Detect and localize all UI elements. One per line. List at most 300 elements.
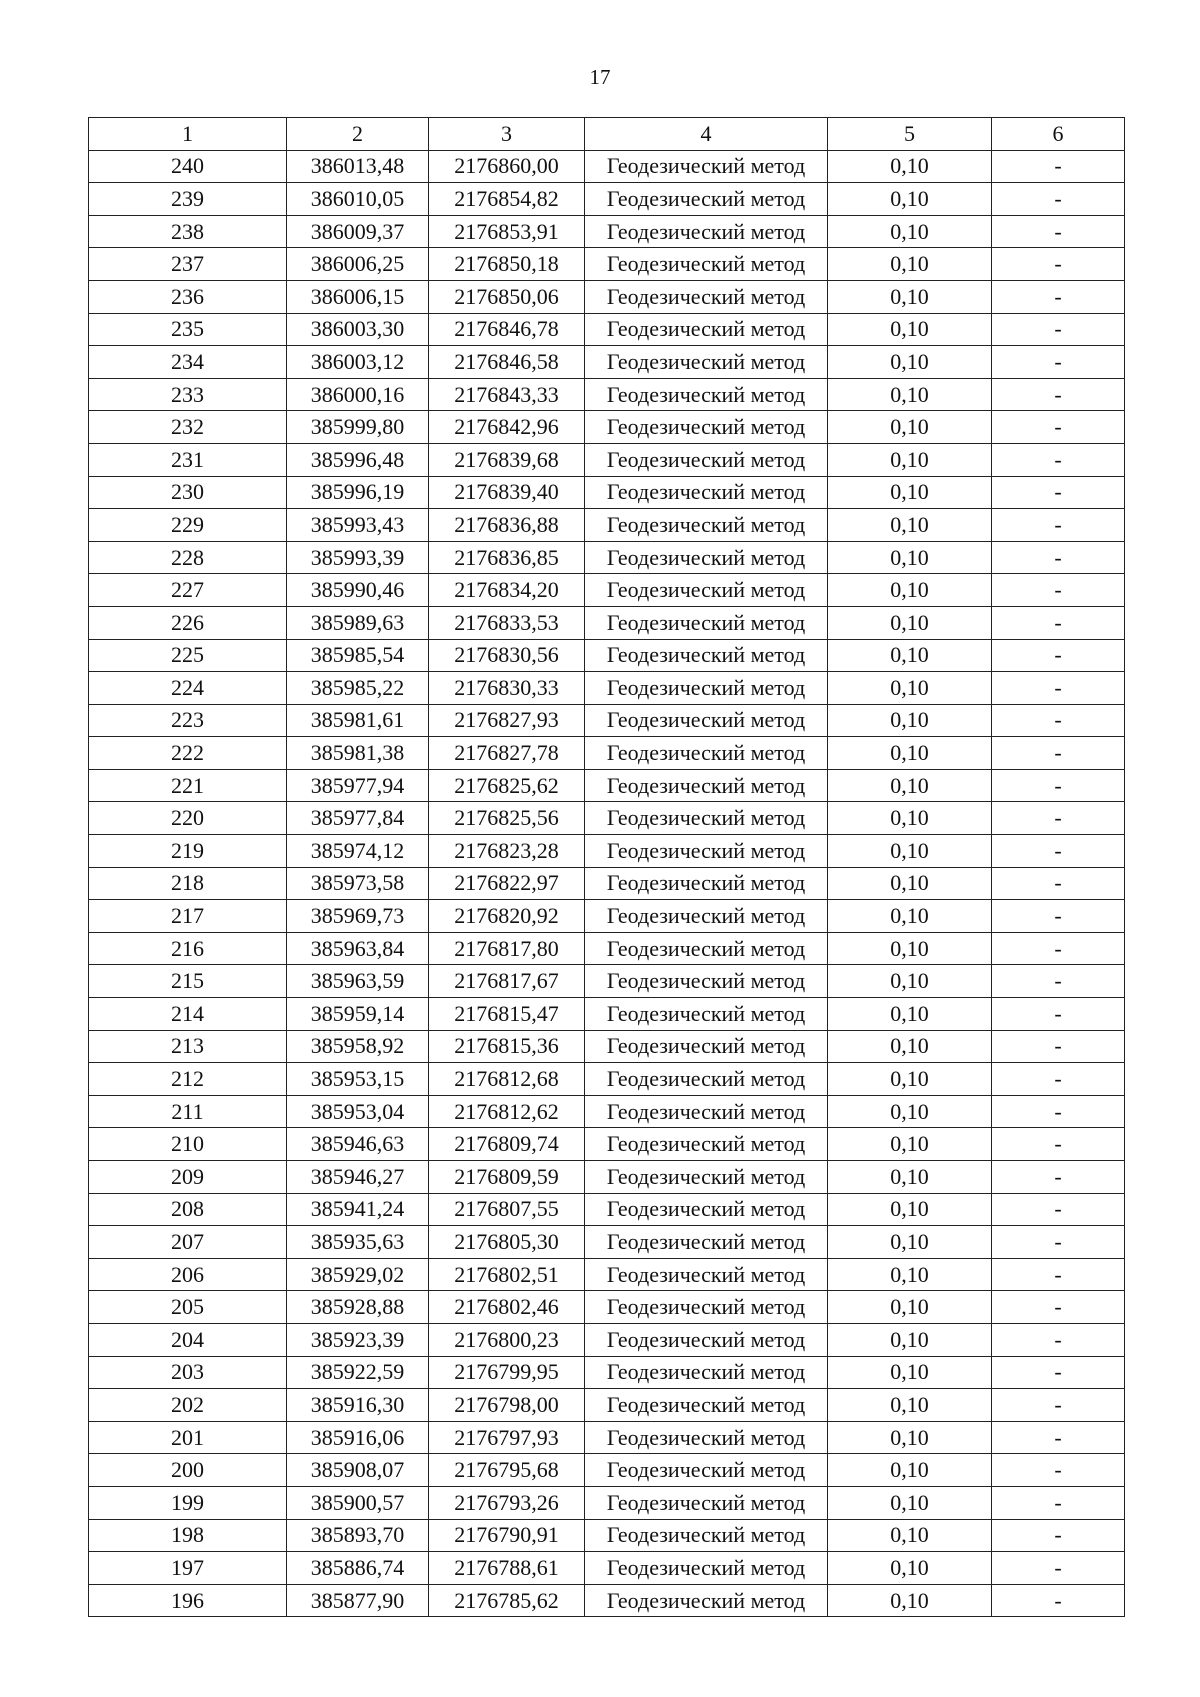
x-coordinate-cell: 386006,15 xyxy=(287,280,429,313)
page-number: 17 xyxy=(589,65,611,89)
y-coordinate-cell: 2176846,58 xyxy=(429,346,585,379)
note-cell: - xyxy=(992,1030,1125,1063)
point-number-cell: 213 xyxy=(89,1030,287,1063)
table-row xyxy=(89,1095,1125,1128)
table-row xyxy=(89,704,1125,737)
x-coordinate-cell: 386010,05 xyxy=(287,183,429,216)
note-cell: - xyxy=(992,574,1125,607)
x-coordinate-cell: 385963,84 xyxy=(287,932,429,965)
y-coordinate-cell: 2176800,23 xyxy=(429,1323,585,1356)
note-cell: - xyxy=(992,1486,1125,1519)
x-coordinate-cell: 385923,39 xyxy=(287,1323,429,1356)
note-cell: - xyxy=(992,313,1125,346)
note-cell: - xyxy=(992,1389,1125,1422)
table-row xyxy=(89,802,1125,835)
note-cell: - xyxy=(992,1193,1125,1226)
method-cell: Геодезический метод xyxy=(585,509,828,542)
table-row xyxy=(89,1519,1125,1552)
column-header-6: 6 xyxy=(992,118,1125,151)
accuracy-cell: 0,10 xyxy=(828,541,992,574)
y-coordinate-cell: 2176830,33 xyxy=(429,672,585,705)
method-cell: Геодезический метод xyxy=(585,1226,828,1259)
y-coordinate-cell: 2176830,56 xyxy=(429,639,585,672)
accuracy-cell: 0,10 xyxy=(828,1454,992,1487)
point-number-cell: 238 xyxy=(89,215,287,248)
point-number-cell: 203 xyxy=(89,1356,287,1389)
method-cell: Геодезический метод xyxy=(585,1161,828,1194)
y-coordinate-cell: 2176812,68 xyxy=(429,1063,585,1096)
y-coordinate-cell: 2176809,59 xyxy=(429,1161,585,1194)
table-row xyxy=(89,639,1125,672)
note-cell: - xyxy=(992,150,1125,183)
method-cell: Геодезический метод xyxy=(585,574,828,607)
table-row xyxy=(89,900,1125,933)
accuracy-cell: 0,10 xyxy=(828,965,992,998)
method-cell: Геодезический метод xyxy=(585,1519,828,1552)
point-number-cell: 230 xyxy=(89,476,287,509)
table-row xyxy=(89,378,1125,411)
accuracy-cell: 0,10 xyxy=(828,476,992,509)
x-coordinate-cell: 385993,43 xyxy=(287,509,429,542)
accuracy-cell: 0,10 xyxy=(828,1161,992,1194)
point-number-cell: 236 xyxy=(89,280,287,313)
point-number-cell: 211 xyxy=(89,1095,287,1128)
accuracy-cell: 0,10 xyxy=(828,1128,992,1161)
accuracy-cell: 0,10 xyxy=(828,378,992,411)
point-number-cell: 225 xyxy=(89,639,287,672)
y-coordinate-cell: 2176850,06 xyxy=(429,280,585,313)
x-coordinate-cell: 385900,57 xyxy=(287,1486,429,1519)
table-row xyxy=(89,1356,1125,1389)
accuracy-cell: 0,10 xyxy=(828,411,992,444)
y-coordinate-cell: 2176798,00 xyxy=(429,1389,585,1422)
point-number-cell: 220 xyxy=(89,802,287,835)
point-number-cell: 224 xyxy=(89,672,287,705)
point-number-cell: 212 xyxy=(89,1063,287,1096)
accuracy-cell: 0,10 xyxy=(828,1389,992,1422)
y-coordinate-cell: 2176788,61 xyxy=(429,1552,585,1585)
note-cell: - xyxy=(992,1454,1125,1487)
y-coordinate-cell: 2176820,92 xyxy=(429,900,585,933)
column-header-2: 2 xyxy=(287,118,429,151)
y-coordinate-cell: 2176823,28 xyxy=(429,835,585,868)
accuracy-cell: 0,10 xyxy=(828,1291,992,1324)
x-coordinate-cell: 385877,90 xyxy=(287,1584,429,1617)
point-number-cell: 240 xyxy=(89,150,287,183)
note-cell: - xyxy=(992,1584,1125,1617)
method-cell: Геодезический метод xyxy=(585,1128,828,1161)
y-coordinate-cell: 2176825,56 xyxy=(429,802,585,835)
y-coordinate-cell: 2176842,96 xyxy=(429,411,585,444)
x-coordinate-cell: 385916,06 xyxy=(287,1421,429,1454)
x-coordinate-cell: 386006,25 xyxy=(287,248,429,281)
note-cell: - xyxy=(992,1356,1125,1389)
x-coordinate-cell: 385929,02 xyxy=(287,1258,429,1291)
x-coordinate-cell: 385999,80 xyxy=(287,411,429,444)
table-row xyxy=(89,1454,1125,1487)
table-row xyxy=(89,737,1125,770)
column-header-3: 3 xyxy=(429,118,585,151)
note-cell: - xyxy=(992,1552,1125,1585)
y-coordinate-cell: 2176807,55 xyxy=(429,1193,585,1226)
point-number-cell: 218 xyxy=(89,867,287,900)
table-row xyxy=(89,1063,1125,1096)
note-cell: - xyxy=(992,215,1125,248)
x-coordinate-cell: 385974,12 xyxy=(287,835,429,868)
x-coordinate-cell: 385893,70 xyxy=(287,1519,429,1552)
x-coordinate-cell: 386013,48 xyxy=(287,150,429,183)
accuracy-cell: 0,10 xyxy=(828,150,992,183)
note-cell: - xyxy=(992,769,1125,802)
note-cell: - xyxy=(992,541,1125,574)
method-cell: Геодезический метод xyxy=(585,1356,828,1389)
table-row xyxy=(89,346,1125,379)
x-coordinate-cell: 385935,63 xyxy=(287,1226,429,1259)
y-coordinate-cell: 2176795,68 xyxy=(429,1454,585,1487)
point-number-cell: 198 xyxy=(89,1519,287,1552)
x-coordinate-cell: 386009,37 xyxy=(287,215,429,248)
note-cell: - xyxy=(992,1226,1125,1259)
method-cell: Геодезический метод xyxy=(585,737,828,770)
accuracy-cell: 0,10 xyxy=(828,1095,992,1128)
table-row xyxy=(89,574,1125,607)
method-cell: Геодезический метод xyxy=(585,802,828,835)
y-coordinate-cell: 2176836,88 xyxy=(429,509,585,542)
y-coordinate-cell: 2176817,80 xyxy=(429,932,585,965)
y-coordinate-cell: 2176785,62 xyxy=(429,1584,585,1617)
accuracy-cell: 0,10 xyxy=(828,1519,992,1552)
point-number-cell: 223 xyxy=(89,704,287,737)
x-coordinate-cell: 385946,63 xyxy=(287,1128,429,1161)
x-coordinate-cell: 385922,59 xyxy=(287,1356,429,1389)
point-number-cell: 227 xyxy=(89,574,287,607)
note-cell: - xyxy=(992,1161,1125,1194)
method-cell: Геодезический метод xyxy=(585,280,828,313)
table-row xyxy=(89,1161,1125,1194)
method-cell: Геодезический метод xyxy=(585,998,828,1031)
point-number-cell: 197 xyxy=(89,1552,287,1585)
method-cell: Геодезический метод xyxy=(585,443,828,476)
y-coordinate-cell: 2176825,62 xyxy=(429,769,585,802)
accuracy-cell: 0,10 xyxy=(828,1258,992,1291)
table-row xyxy=(89,1258,1125,1291)
accuracy-cell: 0,10 xyxy=(828,1323,992,1356)
point-number-cell: 239 xyxy=(89,183,287,216)
table-row xyxy=(89,443,1125,476)
accuracy-cell: 0,10 xyxy=(828,867,992,900)
point-number-cell: 210 xyxy=(89,1128,287,1161)
method-cell: Геодезический метод xyxy=(585,900,828,933)
accuracy-cell: 0,10 xyxy=(828,183,992,216)
table-row xyxy=(89,280,1125,313)
note-cell: - xyxy=(992,606,1125,639)
table-row xyxy=(89,183,1125,216)
note-cell: - xyxy=(992,346,1125,379)
method-cell: Геодезический метод xyxy=(585,704,828,737)
table-row xyxy=(89,248,1125,281)
y-coordinate-cell: 2176846,78 xyxy=(429,313,585,346)
x-coordinate-cell: 385908,07 xyxy=(287,1454,429,1487)
method-cell: Геодезический метод xyxy=(585,411,828,444)
coordinates-table xyxy=(88,117,1125,1617)
y-coordinate-cell: 2176802,51 xyxy=(429,1258,585,1291)
note-cell: - xyxy=(992,1128,1125,1161)
point-number-cell: 208 xyxy=(89,1193,287,1226)
y-coordinate-cell: 2176809,74 xyxy=(429,1128,585,1161)
note-cell: - xyxy=(992,183,1125,216)
table-row xyxy=(89,965,1125,998)
table-row xyxy=(89,1552,1125,1585)
method-cell: Геодезический метод xyxy=(585,1193,828,1226)
note-cell: - xyxy=(992,248,1125,281)
point-number-cell: 231 xyxy=(89,443,287,476)
x-coordinate-cell: 385969,73 xyxy=(287,900,429,933)
x-coordinate-cell: 386000,16 xyxy=(287,378,429,411)
point-number-cell: 219 xyxy=(89,835,287,868)
column-header-5: 5 xyxy=(828,118,992,151)
point-number-cell: 217 xyxy=(89,900,287,933)
note-cell: - xyxy=(992,509,1125,542)
method-cell: Геодезический метод xyxy=(585,606,828,639)
method-cell: Геодезический метод xyxy=(585,150,828,183)
method-cell: Геодезический метод xyxy=(585,1258,828,1291)
table-row xyxy=(89,1193,1125,1226)
x-coordinate-cell: 385977,84 xyxy=(287,802,429,835)
point-number-cell: 229 xyxy=(89,509,287,542)
table-row xyxy=(89,411,1125,444)
point-number-cell: 205 xyxy=(89,1291,287,1324)
y-coordinate-cell: 2176836,85 xyxy=(429,541,585,574)
y-coordinate-cell: 2176815,36 xyxy=(429,1030,585,1063)
x-coordinate-cell: 385886,74 xyxy=(287,1552,429,1585)
accuracy-cell: 0,10 xyxy=(828,835,992,868)
note-cell: - xyxy=(992,965,1125,998)
method-cell: Геодезический метод xyxy=(585,1584,828,1617)
y-coordinate-cell: 2176799,95 xyxy=(429,1356,585,1389)
point-number-cell: 200 xyxy=(89,1454,287,1487)
x-coordinate-cell: 386003,30 xyxy=(287,313,429,346)
point-number-cell: 221 xyxy=(89,769,287,802)
y-coordinate-cell: 2176833,53 xyxy=(429,606,585,639)
x-coordinate-cell: 385916,30 xyxy=(287,1389,429,1422)
method-cell: Геодезический метод xyxy=(585,1323,828,1356)
method-cell: Геодезический метод xyxy=(585,965,828,998)
note-cell: - xyxy=(992,672,1125,705)
accuracy-cell: 0,10 xyxy=(828,1486,992,1519)
y-coordinate-cell: 2176812,62 xyxy=(429,1095,585,1128)
note-cell: - xyxy=(992,1258,1125,1291)
point-number-cell: 228 xyxy=(89,541,287,574)
x-coordinate-cell: 385958,92 xyxy=(287,1030,429,1063)
note-cell: - xyxy=(992,1063,1125,1096)
method-cell: Геодезический метод xyxy=(585,1454,828,1487)
note-cell: - xyxy=(992,1421,1125,1454)
method-cell: Геодезический метод xyxy=(585,378,828,411)
accuracy-cell: 0,10 xyxy=(828,639,992,672)
x-coordinate-cell: 385981,61 xyxy=(287,704,429,737)
table-row xyxy=(89,1323,1125,1356)
y-coordinate-cell: 2176822,97 xyxy=(429,867,585,900)
y-coordinate-cell: 2176802,46 xyxy=(429,1291,585,1324)
point-number-cell: 207 xyxy=(89,1226,287,1259)
note-cell: - xyxy=(992,443,1125,476)
note-cell: - xyxy=(992,280,1125,313)
y-coordinate-cell: 2176805,30 xyxy=(429,1226,585,1259)
method-cell: Геодезический метод xyxy=(585,769,828,802)
table-row xyxy=(89,606,1125,639)
table-row xyxy=(89,1584,1125,1617)
method-cell: Геодезический метод xyxy=(585,867,828,900)
x-coordinate-cell: 385996,48 xyxy=(287,443,429,476)
accuracy-cell: 0,10 xyxy=(828,574,992,607)
table-row xyxy=(89,215,1125,248)
point-number-cell: 204 xyxy=(89,1323,287,1356)
note-cell: - xyxy=(992,835,1125,868)
y-coordinate-cell: 2176850,18 xyxy=(429,248,585,281)
note-cell: - xyxy=(992,737,1125,770)
y-coordinate-cell: 2176839,68 xyxy=(429,443,585,476)
accuracy-cell: 0,10 xyxy=(828,737,992,770)
x-coordinate-cell: 385985,54 xyxy=(287,639,429,672)
table-row xyxy=(89,835,1125,868)
accuracy-cell: 0,10 xyxy=(828,1226,992,1259)
table-row xyxy=(89,1291,1125,1324)
x-coordinate-cell: 385993,39 xyxy=(287,541,429,574)
note-cell: - xyxy=(992,1519,1125,1552)
method-cell: Геодезический метод xyxy=(585,183,828,216)
point-number-cell: 237 xyxy=(89,248,287,281)
method-cell: Геодезический метод xyxy=(585,1291,828,1324)
accuracy-cell: 0,10 xyxy=(828,672,992,705)
method-cell: Геодезический метод xyxy=(585,1486,828,1519)
accuracy-cell: 0,10 xyxy=(828,248,992,281)
column-header-1: 1 xyxy=(89,118,287,151)
table-row xyxy=(89,867,1125,900)
note-cell: - xyxy=(992,1291,1125,1324)
point-number-cell: 206 xyxy=(89,1258,287,1291)
table-row xyxy=(89,769,1125,802)
table-row xyxy=(89,509,1125,542)
note-cell: - xyxy=(992,378,1125,411)
x-coordinate-cell: 385928,88 xyxy=(287,1291,429,1324)
x-coordinate-cell: 385996,19 xyxy=(287,476,429,509)
method-cell: Геодезический метод xyxy=(585,1552,828,1585)
method-cell: Геодезический метод xyxy=(585,835,828,868)
table-row xyxy=(89,476,1125,509)
y-coordinate-cell: 2176839,40 xyxy=(429,476,585,509)
y-coordinate-cell: 2176797,93 xyxy=(429,1421,585,1454)
note-cell: - xyxy=(992,411,1125,444)
method-cell: Геодезический метод xyxy=(585,215,828,248)
method-cell: Геодезический метод xyxy=(585,476,828,509)
table-row xyxy=(89,1486,1125,1519)
method-cell: Геодезический метод xyxy=(585,672,828,705)
x-coordinate-cell: 385953,15 xyxy=(287,1063,429,1096)
x-coordinate-cell: 385990,46 xyxy=(287,574,429,607)
method-cell: Геодезический метод xyxy=(585,1421,828,1454)
point-number-cell: 209 xyxy=(89,1161,287,1194)
table-row xyxy=(89,672,1125,705)
method-cell: Геодезический метод xyxy=(585,248,828,281)
accuracy-cell: 0,10 xyxy=(828,443,992,476)
method-cell: Геодезический метод xyxy=(585,639,828,672)
y-coordinate-cell: 2176817,67 xyxy=(429,965,585,998)
point-number-cell: 234 xyxy=(89,346,287,379)
accuracy-cell: 0,10 xyxy=(828,769,992,802)
point-number-cell: 226 xyxy=(89,606,287,639)
table-row xyxy=(89,1421,1125,1454)
point-number-cell: 222 xyxy=(89,737,287,770)
point-number-cell: 199 xyxy=(89,1486,287,1519)
table-row xyxy=(89,1389,1125,1422)
accuracy-cell: 0,10 xyxy=(828,280,992,313)
method-cell: Геодезический метод xyxy=(585,313,828,346)
x-coordinate-cell: 385973,58 xyxy=(287,867,429,900)
note-cell: - xyxy=(992,932,1125,965)
y-coordinate-cell: 2176827,93 xyxy=(429,704,585,737)
point-number-cell: 216 xyxy=(89,932,287,965)
note-cell: - xyxy=(992,704,1125,737)
x-coordinate-cell: 385953,04 xyxy=(287,1095,429,1128)
accuracy-cell: 0,10 xyxy=(828,998,992,1031)
x-coordinate-cell: 385989,63 xyxy=(287,606,429,639)
point-number-cell: 233 xyxy=(89,378,287,411)
note-cell: - xyxy=(992,802,1125,835)
y-coordinate-cell: 2176827,78 xyxy=(429,737,585,770)
accuracy-cell: 0,10 xyxy=(828,1356,992,1389)
x-coordinate-cell: 385963,59 xyxy=(287,965,429,998)
accuracy-cell: 0,10 xyxy=(828,900,992,933)
y-coordinate-cell: 2176834,20 xyxy=(429,574,585,607)
method-cell: Геодезический метод xyxy=(585,1389,828,1422)
note-cell: - xyxy=(992,900,1125,933)
accuracy-cell: 0,10 xyxy=(828,1193,992,1226)
point-number-cell: 215 xyxy=(89,965,287,998)
y-coordinate-cell: 2176790,91 xyxy=(429,1519,585,1552)
y-coordinate-cell: 2176854,82 xyxy=(429,183,585,216)
x-coordinate-cell: 385946,27 xyxy=(287,1161,429,1194)
point-number-cell: 214 xyxy=(89,998,287,1031)
table-row xyxy=(89,313,1125,346)
accuracy-cell: 0,10 xyxy=(828,1584,992,1617)
table-row xyxy=(89,150,1125,183)
column-header-4: 4 xyxy=(585,118,828,151)
accuracy-cell: 0,10 xyxy=(828,802,992,835)
note-cell: - xyxy=(992,639,1125,672)
table-row xyxy=(89,1128,1125,1161)
point-number-cell: 202 xyxy=(89,1389,287,1422)
method-cell: Геодезический метод xyxy=(585,1063,828,1096)
method-cell: Геодезический метод xyxy=(585,1095,828,1128)
y-coordinate-cell: 2176843,33 xyxy=(429,378,585,411)
table-row xyxy=(89,998,1125,1031)
y-coordinate-cell: 2176815,47 xyxy=(429,998,585,1031)
point-number-cell: 235 xyxy=(89,313,287,346)
accuracy-cell: 0,10 xyxy=(828,1063,992,1096)
x-coordinate-cell: 385959,14 xyxy=(287,998,429,1031)
note-cell: - xyxy=(992,476,1125,509)
x-coordinate-cell: 385985,22 xyxy=(287,672,429,705)
accuracy-cell: 0,10 xyxy=(828,215,992,248)
accuracy-cell: 0,10 xyxy=(828,704,992,737)
note-cell: - xyxy=(992,1095,1125,1128)
accuracy-cell: 0,10 xyxy=(828,1030,992,1063)
accuracy-cell: 0,10 xyxy=(828,313,992,346)
x-coordinate-cell: 385981,38 xyxy=(287,737,429,770)
y-coordinate-cell: 2176853,91 xyxy=(429,215,585,248)
x-coordinate-cell: 385941,24 xyxy=(287,1193,429,1226)
table-row xyxy=(89,1030,1125,1063)
